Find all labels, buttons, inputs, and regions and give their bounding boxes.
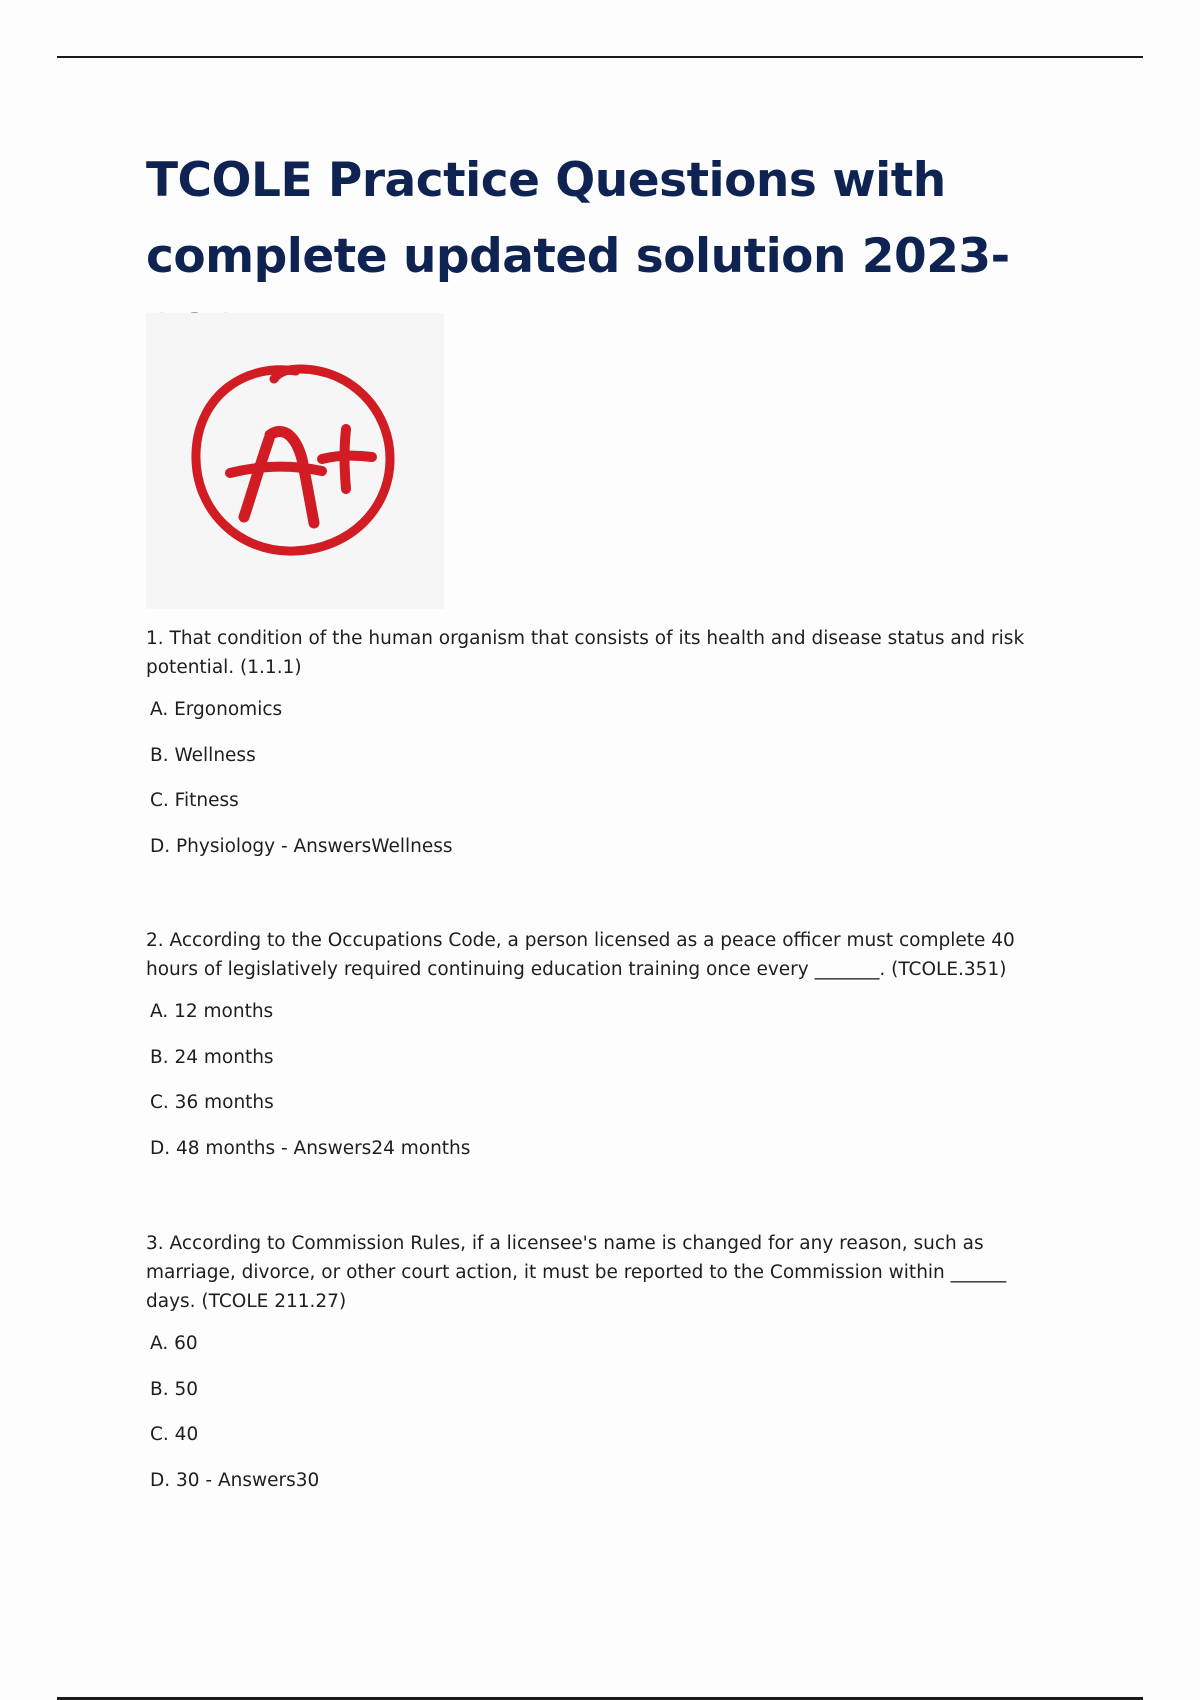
answer-options xyxy=(146,997,1046,1179)
answer-options xyxy=(146,695,1046,877)
question-text: 2. According to the Occupations Code, a person licensed as a peace officer must complete 40 hours of legislatively required continuing education training once every _______. (TCOLE.351) xyxy=(146,930,1015,980)
answer-options xyxy=(146,1329,1046,1511)
answer-option: A. 12 months xyxy=(150,1001,274,1022)
answer-option: D. 48 months - Answers24 months xyxy=(150,1137,471,1159)
top-divider xyxy=(57,56,1143,58)
answer-option: D. Physiology - AnswersWellness xyxy=(150,835,453,857)
answer-option: A. 60 xyxy=(150,1333,198,1354)
answer-option: C. 36 months xyxy=(150,1092,274,1113)
answer-option: B. 50 xyxy=(150,1378,198,1400)
question-text: 3. According to Commission Rules, if a licensee's name is changed for any reason, such as marriage, divorce, or other court action, it must be reported to the Commission within ______ days. (TCOLE 211.27) xyxy=(146,1233,1007,1312)
grade-badge-image xyxy=(146,313,444,609)
question-1 xyxy=(146,624,1046,877)
question-2 xyxy=(146,926,1046,1179)
answer-option: C. 40 xyxy=(150,1424,199,1445)
page-title: TCOLE Practice Questions with complete updated solution 2023- xyxy=(146,153,1010,284)
question-text: 1. That condition of the human organism that consists of its health and disease status and risk potential. (1.1.1) xyxy=(146,628,1025,678)
a-plus-grade-icon xyxy=(146,313,444,609)
answer-option: C. Fitness xyxy=(150,790,239,811)
answer-option: B. 24 months xyxy=(150,1046,274,1068)
answer-option: D. 30 - Answers30 xyxy=(150,1469,320,1491)
answer-option: B. Wellness xyxy=(150,744,256,766)
question-3 xyxy=(146,1229,1046,1511)
answer-option: A. Ergonomics xyxy=(150,699,283,720)
